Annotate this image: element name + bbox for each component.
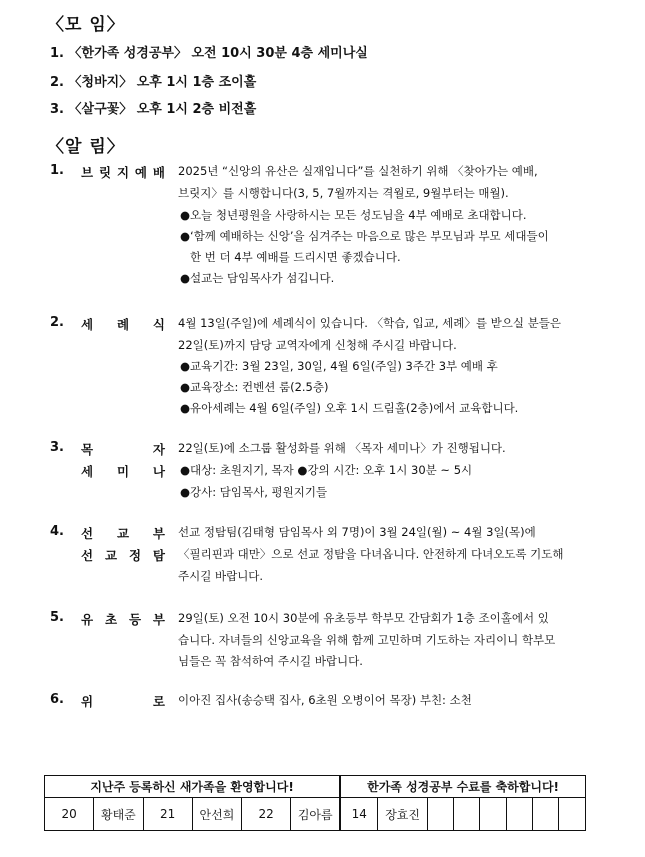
announcement-label-line2: 선 교 정 탐: [81, 548, 165, 563]
announcement-number: 4.: [50, 524, 64, 539]
meeting-number: 3.: [50, 102, 64, 117]
announcement-line: ●유아세례는 4월 6일(주일) 오후 1시 드림홀(2층)에서 교육합니다.: [180, 401, 519, 415]
table-header-row: [45, 776, 586, 798]
announcement-label: 유 초 등 부: [81, 612, 165, 627]
announcement-number: 5.: [50, 610, 64, 625]
announcement-label: 목 자: [81, 442, 165, 457]
announcement-line: 님들은 꼭 참석하여 주시길 바랍니다.: [178, 654, 363, 668]
table-cell: 장효진: [378, 798, 427, 831]
table-cell: 14: [340, 798, 378, 831]
table-cell: 22: [242, 798, 291, 831]
table-cell: [559, 798, 586, 831]
announcement-number: 6.: [50, 692, 64, 707]
table-cell: 안선희: [192, 798, 241, 831]
announcement-line: ●교육장소: 컨벤션 룸(2.5층): [180, 380, 329, 394]
announcement-line: 한 번 더 4부 예배를 드리시면 좋겠습니다.: [190, 250, 401, 264]
meetings-title: 〈모 임〉: [47, 15, 125, 35]
table-cell: [506, 798, 532, 831]
table-cell: [480, 798, 506, 831]
announcement-line: 이아진 집사(송승택 집사, 6초원 오병이어 목장) 부친: 소천: [178, 693, 472, 707]
announcement-line: ●대상: 초원지기, 목자 ●강의 시간: 오후 1시 30분 ~ 5시: [180, 463, 473, 477]
announcement-label: 브 릿 지 예 배: [81, 165, 165, 180]
newcomer-graduate-table: [44, 775, 586, 831]
table-cell: [427, 798, 453, 831]
announcement-line: ●교육기간: 3월 23일, 30일, 4월 6일(주일) 3주간 3부 예배 후: [180, 359, 498, 373]
newcomer-header: 지난주 등록하신 새가족을 환영합니다!: [45, 776, 341, 798]
meeting-item: [50, 71, 256, 90]
table-cell: 황태준: [94, 798, 143, 831]
announcement-line: 29일(토) 오전 10시 30분에 유초등부 학부모 간담회가 1층 조이홀에서 있: [178, 611, 549, 625]
announcements-title: 〈알 림〉: [47, 137, 125, 157]
announcement-line: 22일(토)까지 담당 교역자에게 신청해 주시길 바랍니다.: [178, 338, 457, 352]
meeting-text: 〈청바지〉 오후 1시 1층 조이홀: [68, 75, 257, 90]
meeting-text: 〈살구꽃〉 오후 1시 2층 비전홀: [68, 102, 257, 117]
announcement-line: ●오늘 청년평원을 사랑하시는 모든 성도님을 4부 예배로 초대합니다.: [180, 208, 527, 222]
announcement-number: 2.: [50, 315, 64, 330]
table-cell: [454, 798, 480, 831]
table-cell: 김아름: [291, 798, 340, 831]
announcement-line: 4월 13일(주일)에 세례식이 있습니다. 〈학습, 입교, 세례〉를 받으실 분들은: [178, 316, 561, 330]
announcement-label: 선 교 부: [81, 526, 165, 541]
announcement-line: 브릿지〉를 시행합니다(3, 5, 7월까지는 격월로, 9월부터는 매월).: [178, 186, 509, 200]
table-row: [45, 798, 586, 831]
graduate-header: 한가족 성경공부 수료를 축하합니다!: [340, 776, 585, 798]
announcement-line: ●‘함께 예배하는 신앙’을 심겨주는 마음으로 많은 부모님과 부모 세대들이: [180, 229, 549, 243]
announcement-line: 습니다. 자녀들의 신앙교육을 위해 함께 고민하며 기도하는 자리이니 학부모: [178, 633, 556, 647]
table-cell: [533, 798, 559, 831]
meeting-item: [50, 98, 256, 117]
announcement-line: 〈필리핀과 대만〉으로 선교 정탐을 다녀옵니다. 안전하게 다녀오도록 기도해: [178, 547, 564, 561]
announcement-number: 3.: [50, 440, 64, 455]
table-cell: 20: [45, 798, 94, 831]
meeting-number: 1.: [50, 46, 64, 61]
announcement-line: ●설교는 담임목사가 섬깁니다.: [180, 271, 335, 285]
announcement-label: 위 로: [81, 694, 165, 709]
announcement-line: 주시길 바랍니다.: [178, 569, 264, 583]
announcement-line: 22일(토)에 소그룹 활성화를 위해 〈목자 세미나〉가 진행됩니다.: [178, 441, 506, 455]
announcement-label-line2: 세 미 나: [81, 464, 165, 479]
meeting-text: 〈한가족 성경공부〉 오전 10시 30분 4층 세미나실: [68, 46, 368, 61]
announcement-number: 1.: [50, 163, 64, 178]
announcement-line: 2025년 “신앙의 유산은 실재입니다”를 실천하기 위해 〈찾아가는 예배,: [178, 164, 538, 178]
table-cell: 21: [143, 798, 192, 831]
announcement-line: ●강사: 담임목사, 평원지기들: [180, 485, 328, 499]
announcement-line: 선교 정탐팀(김태형 담임목사 외 7명)이 3월 24일(월) ~ 4월 3일(목)에: [178, 525, 536, 539]
meeting-item: [50, 42, 368, 61]
meeting-number: 2.: [50, 75, 64, 90]
announcement-label: 세 례 식: [81, 317, 165, 332]
